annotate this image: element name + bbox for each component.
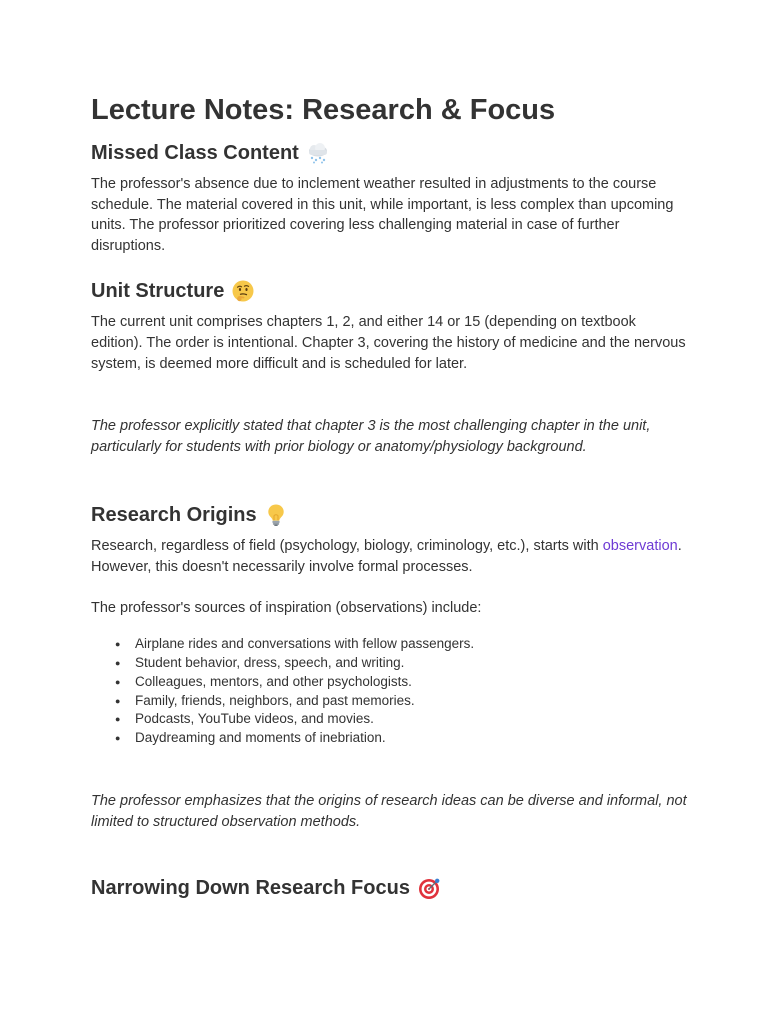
heading-missed-class-content [91, 140, 691, 166]
heading-research-origins [91, 502, 691, 528]
list-item: ● Daydreaming and moments of inebriation. [91, 729, 691, 748]
heading-text: Narrowing Down Research Focus [91, 877, 410, 900]
heading-text: Research Origins [91, 504, 257, 527]
heading-narrowing-focus [91, 875, 691, 901]
unit-structure-note: The professor explicitly stated that chapter 3 is the most challenging chapter in the unit, particularly for students with prior biology or anatomy/physiology background. [91, 418, 651, 455]
thinking-face-icon [231, 279, 255, 303]
list-item: ● Colleagues, mentors, and other psychologists. [91, 673, 691, 692]
missed-class-paragraph: The professor's absence due to inclement weather resulted in adjustments to the course schedule. The material covered in this unit, while important, is less complex than upcoming units. The professor prioritized covering less challenging material in case of further disruptions. [91, 176, 674, 254]
unit-structure-paragraph: The current unit comprises chapters 1, 2, and either 14 or 15 (depending on textbook edition). The order is intentional. Chapter 3, covering the history of medicine and the nervous system, is deemed more difficult and is scheduled for later. [91, 314, 686, 372]
research-origins-note: The professor emphasizes that the origins of research ideas can be diverse and informal, not limited to structured observation methods. [91, 792, 687, 830]
origins-text-after-link: . However, this doesn't necessarily involve formal processes. [91, 538, 682, 575]
observation-link[interactable]: observation [602, 538, 678, 555]
list-item: ● Student behavior, dress, speech, and writing. [91, 654, 691, 673]
light-bulb-icon [264, 503, 288, 527]
research-origins-paragraph [91, 536, 691, 577]
list-item: ● Airplane rides and conversations with fellow passengers. [91, 635, 691, 654]
sources-list [91, 635, 691, 748]
heading-text: Missed Class Content [91, 142, 299, 164]
heading-unit-structure [91, 278, 691, 304]
list-item: ● Family, friends, neighbors, and past memories. [91, 692, 691, 711]
heading-text: Unit Structure [91, 280, 225, 303]
target-icon [417, 876, 441, 900]
origins-text-before-link: Research, regardless of field (psychology, biology, criminology, etc.), starts with [91, 538, 603, 555]
snow-cloud-icon [306, 141, 330, 165]
document-page [91, 92, 691, 901]
list-item: ● Podcasts, YouTube videos, and movies. [91, 710, 691, 729]
sources-intro: The professor's sources of inspiration (observations) include: [91, 599, 482, 616]
page-title: Lecture Notes: Research & Focus [91, 94, 556, 126]
